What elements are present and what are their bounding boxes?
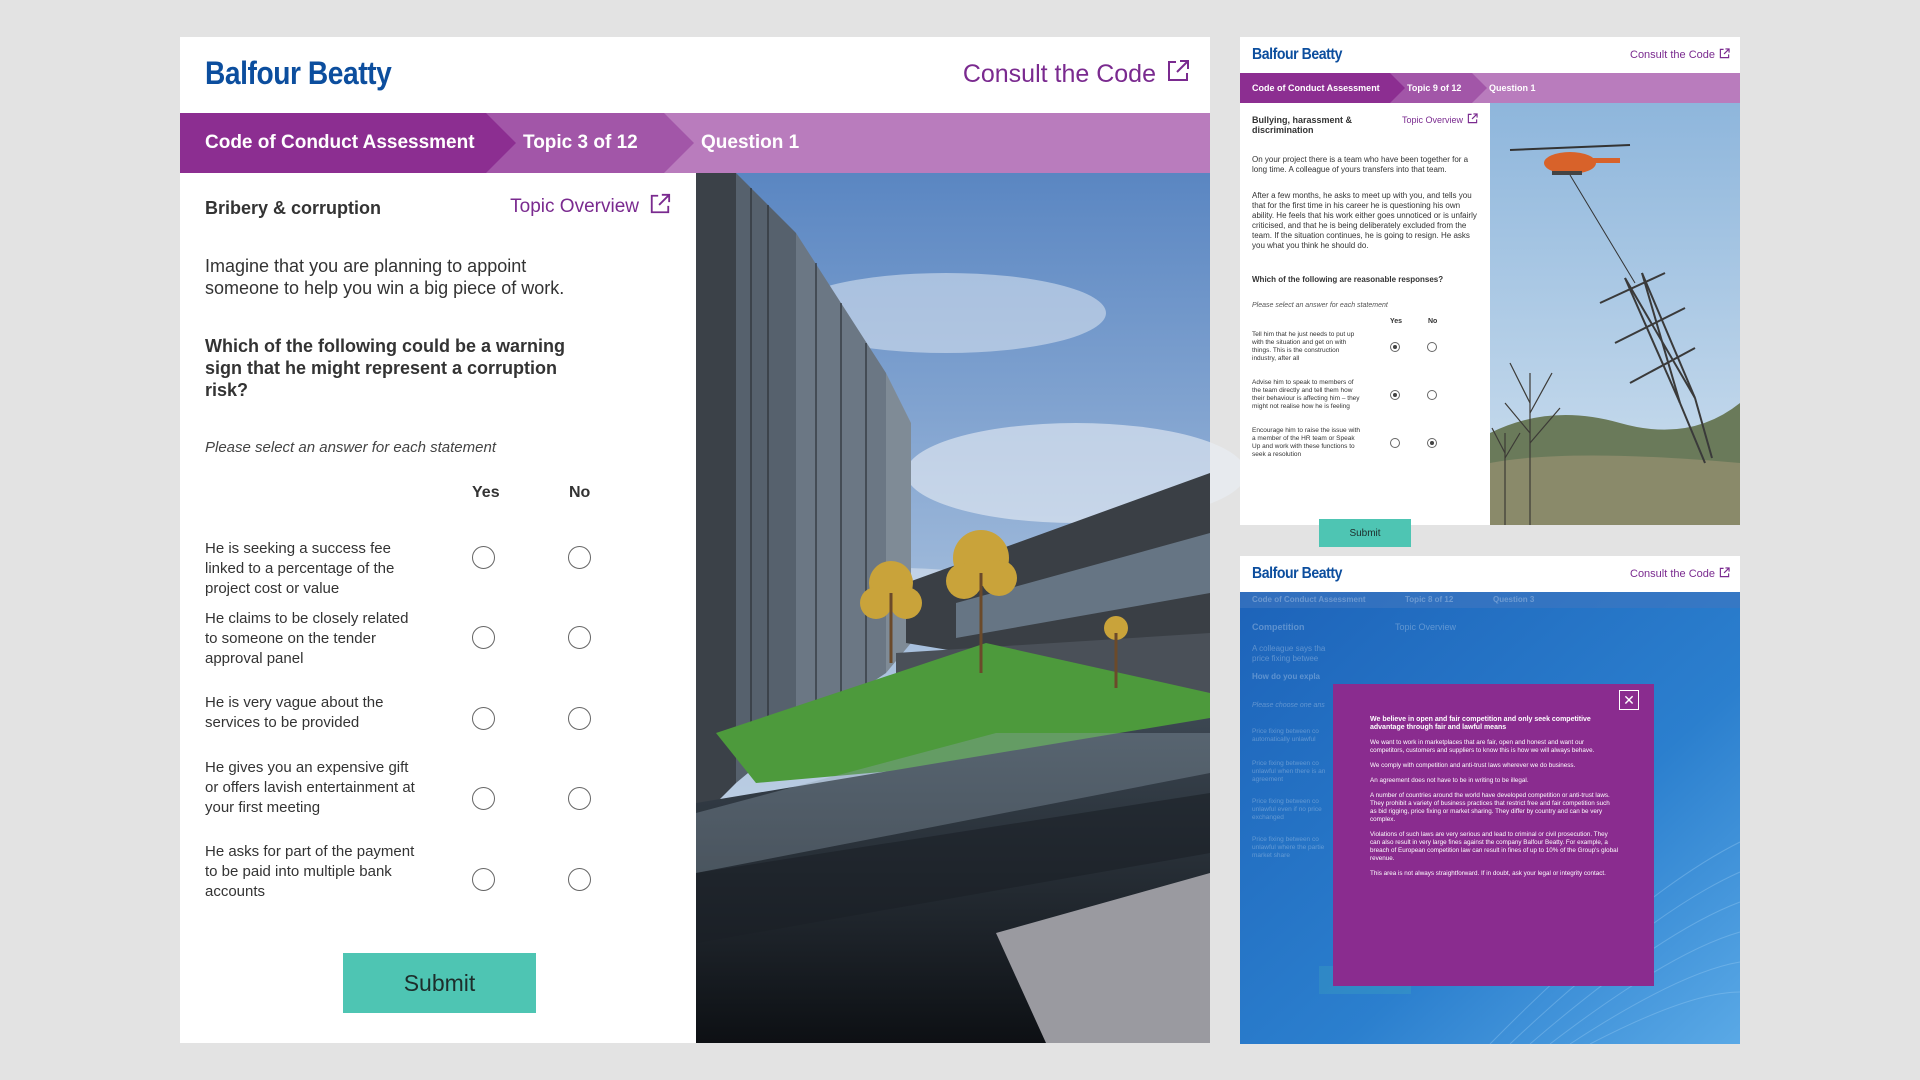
radio-yes-4[interactable]: [472, 787, 495, 810]
column-no: No: [1428, 318, 1438, 325]
breadcrumb-question: Question 1: [701, 132, 800, 153]
dim-text: Price fixing between co: [1252, 760, 1319, 767]
main-assessment-screen: [180, 37, 1210, 1043]
radio-no-1[interactable]: [1427, 342, 1437, 352]
helicopter-photo: [1490, 103, 1740, 525]
header: [180, 37, 1210, 113]
brand-logo: Balfour Beatty: [1252, 46, 1343, 63]
topic-overview-link[interactable]: [1402, 113, 1478, 126]
breadcrumb-assessment[interactable]: Code of Conduct Assessment: [1240, 73, 1390, 103]
submit-button[interactable]: Submit: [343, 953, 536, 1013]
modal-paragraph: We want to work in marketplaces that are fair, open and honest and want our competitors, customers and suppliers to know this is how we will always behave.: [1370, 739, 1595, 754]
dim-text: Price fixing between co: [1252, 836, 1319, 843]
breadcrumb-topic[interactable]: Topic 3 of 12: [486, 113, 664, 173]
brand-logo: Balfour Beatty: [205, 55, 392, 91]
dim-breadcrumb-topic: Topic 8 of 12: [1405, 595, 1454, 604]
dim-text: unlawful where the partie: [1252, 844, 1325, 851]
dim-text: unlawful even if no price: [1252, 806, 1322, 813]
dim-text: Price fixing between co: [1252, 798, 1319, 805]
consult-label: Consult the Code: [1630, 49, 1715, 61]
radio-no-1[interactable]: [568, 546, 591, 569]
dim-text: How do you expla: [1252, 672, 1321, 681]
scenario-text-2: After a few months, he asks to meet up with you, and tells you that for the first time in his career he is questioning his own ability. He feels that his work either goes unnoticed or is unfairly criticised, and that he is being deliberately excluded from the team. If the situation continues, he is going to resign. He asks you what you think he should do.: [1252, 191, 1477, 250]
radio-no-5[interactable]: [568, 868, 591, 891]
dim-text: agreement: [1252, 776, 1284, 783]
consult-label: Consult the Code: [962, 60, 1156, 88]
radio-no-2[interactable]: [568, 626, 591, 649]
radio-no-3[interactable]: [568, 707, 591, 730]
question-panel: [180, 173, 696, 1043]
question-panel: [1240, 103, 1490, 539]
modal-paragraph: This area is not always straightforward. If in doubt, ask your legal or integrity contact.: [1370, 870, 1606, 877]
statement-4: He gives you an expensive gift or offers lavish entertainment at your first meeting: [205, 759, 415, 816]
external-link-icon: [1719, 48, 1730, 62]
consult-the-code-link[interactable]: [963, 59, 1190, 90]
instruction-text: Please select an answer for each statement: [205, 439, 496, 456]
dim-topic-overview: Topic Overview: [1395, 622, 1457, 632]
radio-yes-3[interactable]: [1390, 438, 1400, 448]
breadcrumb-topic[interactable]: Topic 9 of 12: [1390, 73, 1472, 103]
consult-the-code-link[interactable]: [1630, 567, 1730, 581]
dimmed-background: [1240, 592, 1740, 1044]
scenario-text-1: On your project there is a team who have been together for a long time. A colleague of yours transfers into that team.: [1252, 155, 1469, 174]
dim-topic-title: Competition: [1252, 622, 1305, 632]
breadcrumb: [180, 113, 1210, 173]
statement-3: He is very vague about the services to be provided: [205, 694, 384, 731]
statement-3: Encourage him to raise the issue with a member of the HR team or Speak Up and work with these functions to seek a resolution: [1252, 427, 1361, 458]
statement-2: Advise him to speak to members of the team directly and tell them how their behaviour is affecting him – they might not realise how he is feeling: [1252, 379, 1360, 410]
statement-1: Tell him that he just needs to put up with the situation and get on with things. This is the construction industry, after all: [1252, 331, 1355, 362]
consult-label: Consult the Code: [1630, 568, 1715, 580]
dim-text: price fixing betwee: [1252, 654, 1319, 663]
dim-breadcrumb-assessment: Code of Conduct Assessment: [1252, 595, 1366, 604]
modal-paragraph: A number of countries around the world have developed competition or anti-trust laws. They prohibit a variety of business practices that restrict free and fair competition such as bid rigging, price fixing or market sharing. They differ by country and can be very complex.: [1370, 792, 1610, 823]
dim-text: Please choose one ans: [1252, 702, 1325, 709]
modal-paragraph: Violations of such laws are very serious and lead to criminal or civil prosecution. They can also result in very large fines against the company Balfour Beatty. For example, a breach of European competition law can result in fines of up to 10% of the Group's global revenue.: [1370, 831, 1618, 862]
topic-title: Bribery & corruption: [205, 198, 382, 218]
radio-yes-3[interactable]: [472, 707, 495, 730]
topic-overview-label: Topic Overview: [510, 196, 639, 217]
brand-logo: Balfour Beatty: [1252, 565, 1343, 582]
dim-text: A colleague says tha: [1252, 644, 1326, 653]
building-photo: [696, 173, 1210, 1043]
radio-yes-5[interactable]: [472, 868, 495, 891]
column-yes: Yes: [472, 484, 500, 501]
close-icon[interactable]: ✕: [1619, 690, 1639, 710]
column-yes: Yes: [1390, 318, 1403, 325]
dim-breadcrumb-question: Question 3: [1493, 595, 1535, 604]
statement-5: He asks for part of the payment to be paid into multiple bank accounts: [205, 843, 415, 900]
competition-modal-screen: [1240, 556, 1740, 1044]
radio-yes-2[interactable]: [472, 626, 495, 649]
radio-no-4[interactable]: [568, 787, 591, 810]
topic-overview-label: Topic Overview: [1401, 114, 1463, 125]
modal-paragraph: We comply with competition and anti-trust laws wherever we do business.: [1370, 762, 1576, 769]
bullying-question-screen: [1240, 37, 1740, 539]
breadcrumb-assessment[interactable]: Code of Conduct Assessment: [180, 113, 486, 173]
radio-no-3[interactable]: [1427, 438, 1437, 448]
external-link-icon: [1467, 113, 1478, 126]
statement-2: He claims to be closely related to someone on the tender approval panel: [205, 610, 409, 667]
submit-button[interactable]: Submit: [1319, 519, 1411, 547]
radio-yes-2[interactable]: [1390, 390, 1400, 400]
dim-text: exchanged: [1252, 814, 1284, 821]
modal-lead: We believe in open and fair competition and only seek competitive advantage through fair and lawful means: [1370, 716, 1591, 731]
topic-title: Bullying, harassment & discrimination: [1252, 115, 1353, 135]
dim-text: automatically unlawful: [1252, 736, 1316, 743]
radio-yes-1[interactable]: [1390, 342, 1400, 352]
breadcrumb: [1240, 73, 1740, 103]
scenario-text: Imagine that you are planning to appoint someone to help you win a big piece of work.: [205, 256, 565, 298]
topic-overview-link[interactable]: [510, 193, 671, 221]
code-info-modal: [1333, 684, 1654, 986]
instruction-text: Please select an answer for each statement: [1252, 302, 1388, 309]
radio-no-2[interactable]: [1427, 390, 1437, 400]
external-link-icon: [1166, 59, 1190, 90]
header: [1240, 37, 1740, 73]
column-no: No: [569, 484, 591, 501]
radio-yes-1[interactable]: [472, 546, 495, 569]
question-text: Which of the following could be a warning sign that he might represent a corruption risk?: [205, 336, 565, 400]
dim-text: market share: [1252, 852, 1290, 859]
modal-paragraph: An agreement does not have to be in writing to be illegal.: [1370, 777, 1529, 784]
dim-text: Price fixing between co: [1252, 728, 1319, 735]
header: [1240, 556, 1740, 592]
question-text: Which of the following are reasonable responses?: [1252, 275, 1444, 284]
external-link-icon: [1719, 567, 1730, 581]
statement-1: He is seeking a success fee linked to a percentage of the project cost or value: [205, 540, 395, 597]
external-link-icon: [649, 193, 671, 221]
consult-the-code-link[interactable]: [1630, 48, 1730, 62]
dim-text: unlawful when there is an: [1252, 768, 1326, 775]
breadcrumb-question: Question 1: [1489, 83, 1536, 93]
